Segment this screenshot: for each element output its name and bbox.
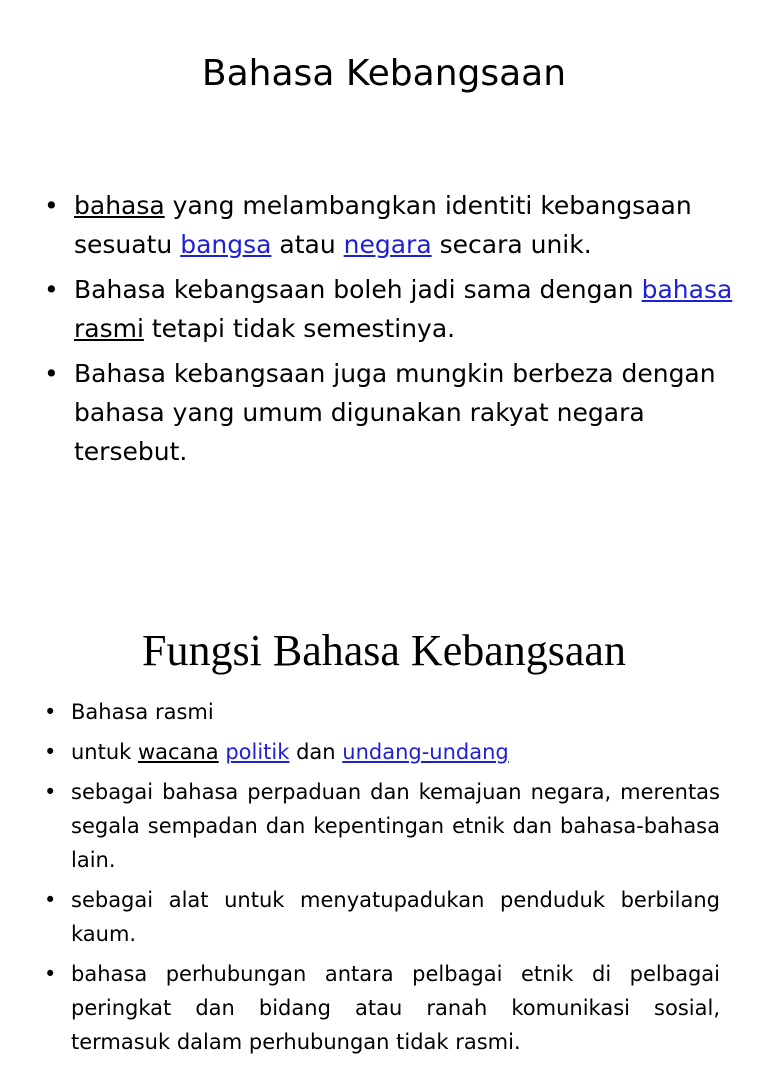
list-item: [44, 957, 720, 1059]
slide-1-title: Bahasa Kebangsaan: [201, 53, 567, 94]
bullet-text: dan: [289, 740, 343, 764]
bullet-text: sebagai bahasa perpaduan dan kemajuan negara, merentas segala sempadan dan kepentingan etnik dan bahasa-bahasa lain.: [71, 780, 720, 872]
list-item: [44, 775, 720, 877]
bullet-text: sebagai alat untuk menyatupadukan penduduk berbilang kaum.: [71, 888, 720, 946]
bullet-text: Bahasa kebangsaan juga mungkin berbeza dengan bahasa yang umum digunakan rakyat negara tersebut.: [74, 359, 716, 466]
list-item: [44, 883, 720, 951]
bullet-text: tetapi tidak semestinya.: [143, 314, 456, 343]
bullet-text: yang melambangkan identiti kebangsaan sesuatu: [74, 191, 692, 259]
list-item: [44, 354, 734, 471]
bullet-text: bahasa perhubungan antara pelbagai etnik di pelbagai peringkat dan bidang atau ranah komunikasi sosial, termasuk dalam perhubungan tidak rasmi.: [71, 962, 720, 1054]
rasmi-link[interactable]: rasmi: [74, 314, 144, 343]
bullet-text: Bahasa rasmi: [71, 700, 214, 724]
slide-1-bullet-list: [44, 186, 734, 477]
list-item: [44, 270, 734, 348]
bahasa-link[interactable]: bahasa: [74, 191, 165, 220]
bahasa-rasmi-link[interactable]: bahasa: [641, 275, 733, 304]
slide-2-bullet-list: [44, 695, 720, 1065]
bullet-text: Bahasa kebangsaan boleh jadi sama dengan: [74, 275, 642, 304]
list-item: [44, 695, 720, 729]
list-item: [44, 186, 734, 264]
slide-2-title: Fungsi Bahasa Kebangsaan: [142, 626, 626, 675]
bullet-text: atau: [271, 230, 344, 259]
list-item: [44, 735, 720, 769]
bullet-text: secara unik.: [431, 230, 592, 259]
undang-undang-link[interactable]: undang-undang: [342, 740, 509, 764]
bullet-text: untuk: [71, 740, 138, 764]
politik-link[interactable]: politik: [225, 740, 290, 764]
wacana-link[interactable]: wacana: [138, 740, 219, 764]
negara-link[interactable]: negara: [343, 230, 432, 259]
bangsa-link[interactable]: bangsa: [180, 230, 272, 259]
